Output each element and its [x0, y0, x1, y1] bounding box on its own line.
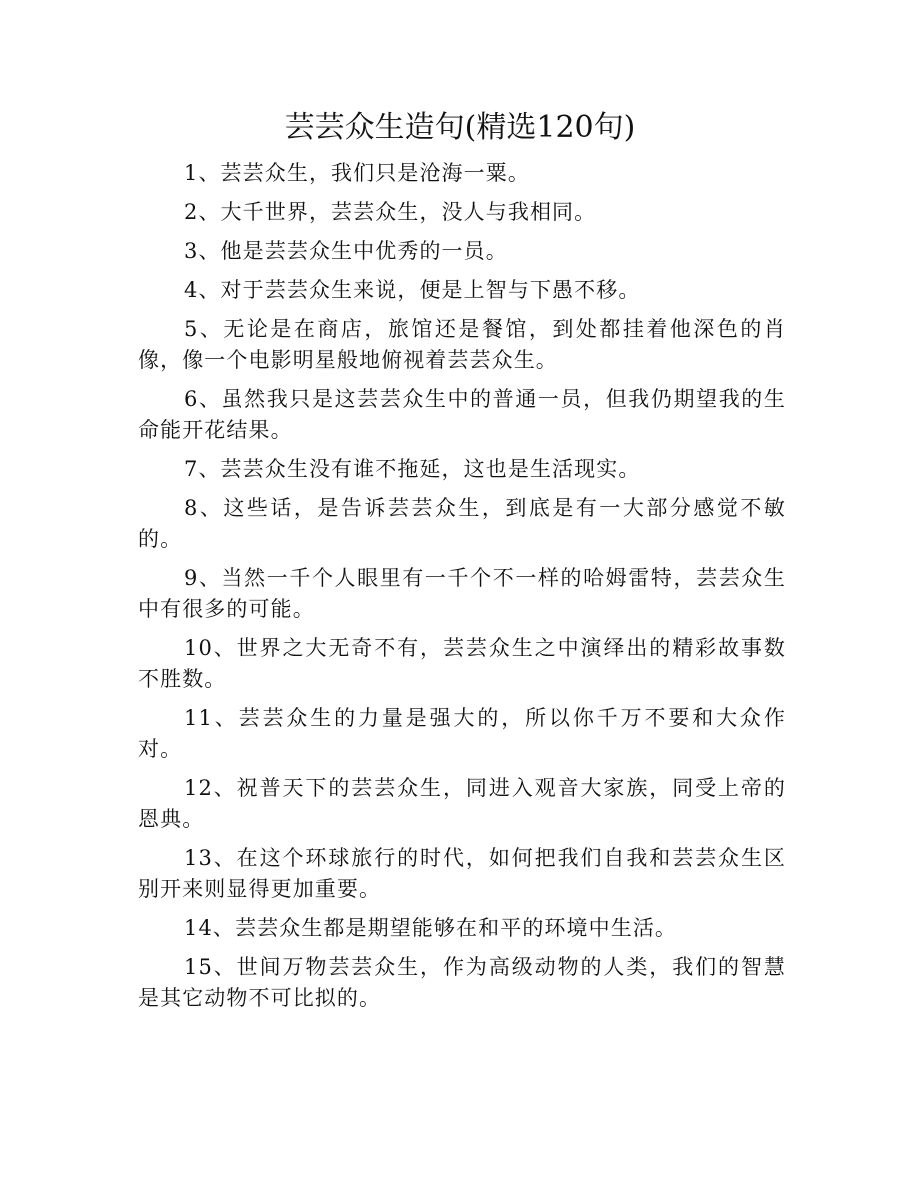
sentence-11: 11、芸芸众生的力量是强大的，所以你千万不要和大众作对。 — [138, 706, 786, 761]
sentence-14: 14、芸芸众生都是期望能够在和平的环境中生活。 — [184, 916, 678, 940]
sentence-list — [138, 158, 786, 1022]
document-title: 芸芸众生造句(精选120句) — [284, 110, 636, 145]
sentence-4: 4、对于芸芸众生来说，便是上智与下愚不移。 — [184, 278, 641, 302]
sentence-3: 3、他是芸芸众生中优秀的一员。 — [184, 239, 508, 263]
sentence-2: 2、大千世界，芸芸众生，没人与我相同。 — [184, 200, 597, 224]
sentence-6: 6、虽然我只是这芸芸众生中的普通一员，但我仍期望我的生命能开花结果。 — [138, 387, 786, 442]
sentence-5: 5、无论是在商店，旅馆还是餐馆，到处都挂着他深色的肖像，像一个电影明星般地俯视着芸芸众生。 — [138, 317, 786, 372]
sentence-7: 7、芸芸众生没有谁不拖延，这也是生活现实。 — [184, 457, 641, 481]
sentence-10: 10、世界之大无奇不有，芸芸众生之中演绎出的精彩故事数不胜数。 — [138, 636, 786, 691]
sentence-15: 15、世间万物芸芸众生，作为高级动物的人类，我们的智慧是其它动物不可比拟的。 — [138, 955, 786, 1010]
sentence-13: 13、在这个环球旅行的时代，如何把我们自我和芸芸众生区别开来则显得更加重要。 — [138, 846, 786, 901]
sentence-8: 8、这些话，是告诉芸芸众生，到底是有一大部分感觉不敏的。 — [138, 496, 786, 551]
sentence-1: 1、芸芸众生，我们只是沧海一粟。 — [184, 161, 530, 185]
sentence-9: 9、当然一千个人眼里有一千个不一样的哈姆雷特，芸芸众生中有很多的可能。 — [138, 566, 786, 621]
sentence-12: 12、祝普天下的芸芸众生，同进入观音大家族，同受上帝的恩典。 — [138, 776, 786, 831]
